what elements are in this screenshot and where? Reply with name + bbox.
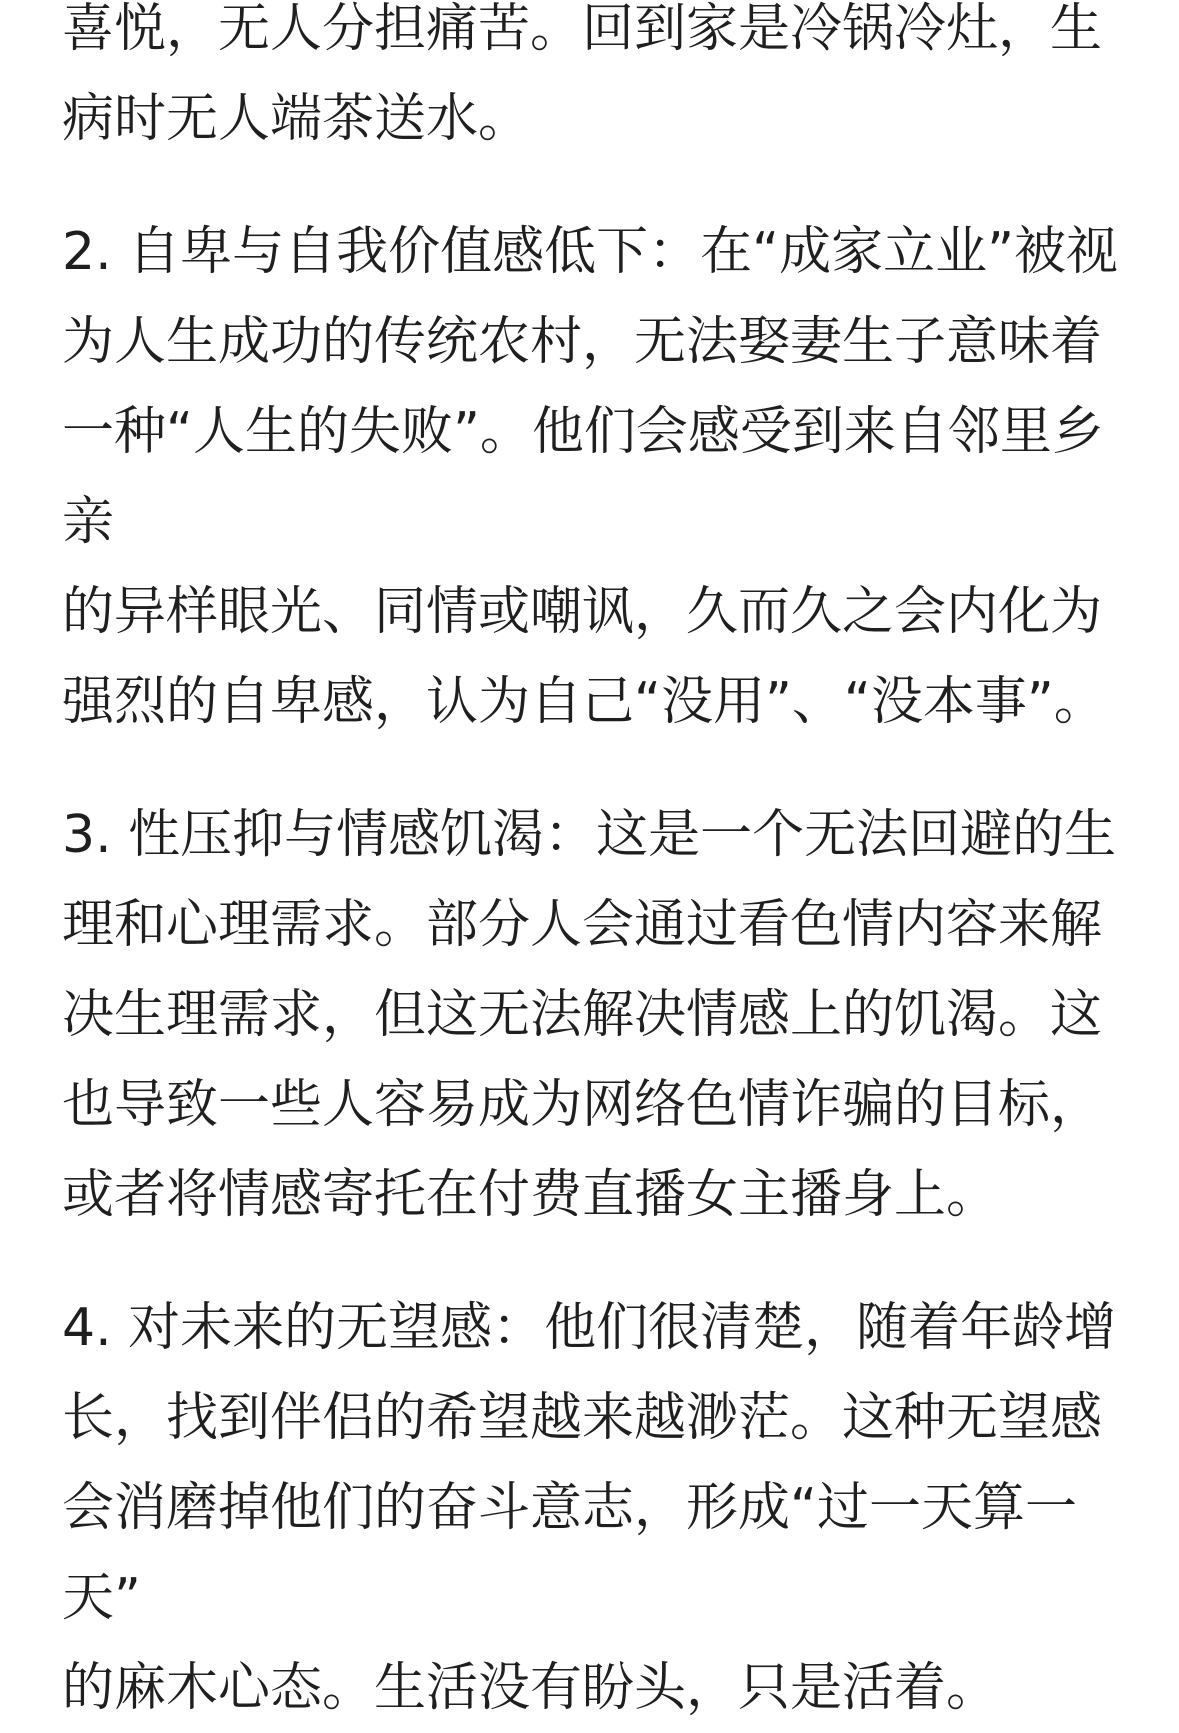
paragraph-hopelessness: 4. 对未来的无望感：他们很清楚，随着年龄增 长，找到伴侣的希望越来越渺茫。这种无望感 会消磨掉他们的奋斗意志，形成“过一天算一天” 的麻木心态。生活没有盼头，只是活着。 bbox=[62, 1298, 1117, 1718]
paragraph-low-self-worth: 2. 自卑与自我价值感低下：在“成家立业”被视 为人生成功的传统农村，无法娶妻生子意味着 一种“人生的失败”。他们会感受到来自邻里乡亲 的异样眼光、同情或嘲讽，久而久之会内化为 强烈的自卑感，认为自己“没用”、“没本事”。 bbox=[62, 222, 1119, 732]
article-body bbox=[62, 0, 1122, 1733]
paragraph-emotional-hunger: 3. 性压抑与情感饥渴：这是一个无法回避的生 理和心理需求。部分人会通过看色情内容来解 决生理需求，但这无法解决情感上的饥渴。这 也导致一些人容易成为网络色情诈骗的目标， 或者将情感寄托在付费直播女主播身上。 bbox=[62, 805, 1117, 1225]
paragraph-loneliness-continued: 喜悦，无人分担痛苦。回到家是冷锅冷灶，生 病时无人端茶送水。 bbox=[62, 0, 1103, 149]
